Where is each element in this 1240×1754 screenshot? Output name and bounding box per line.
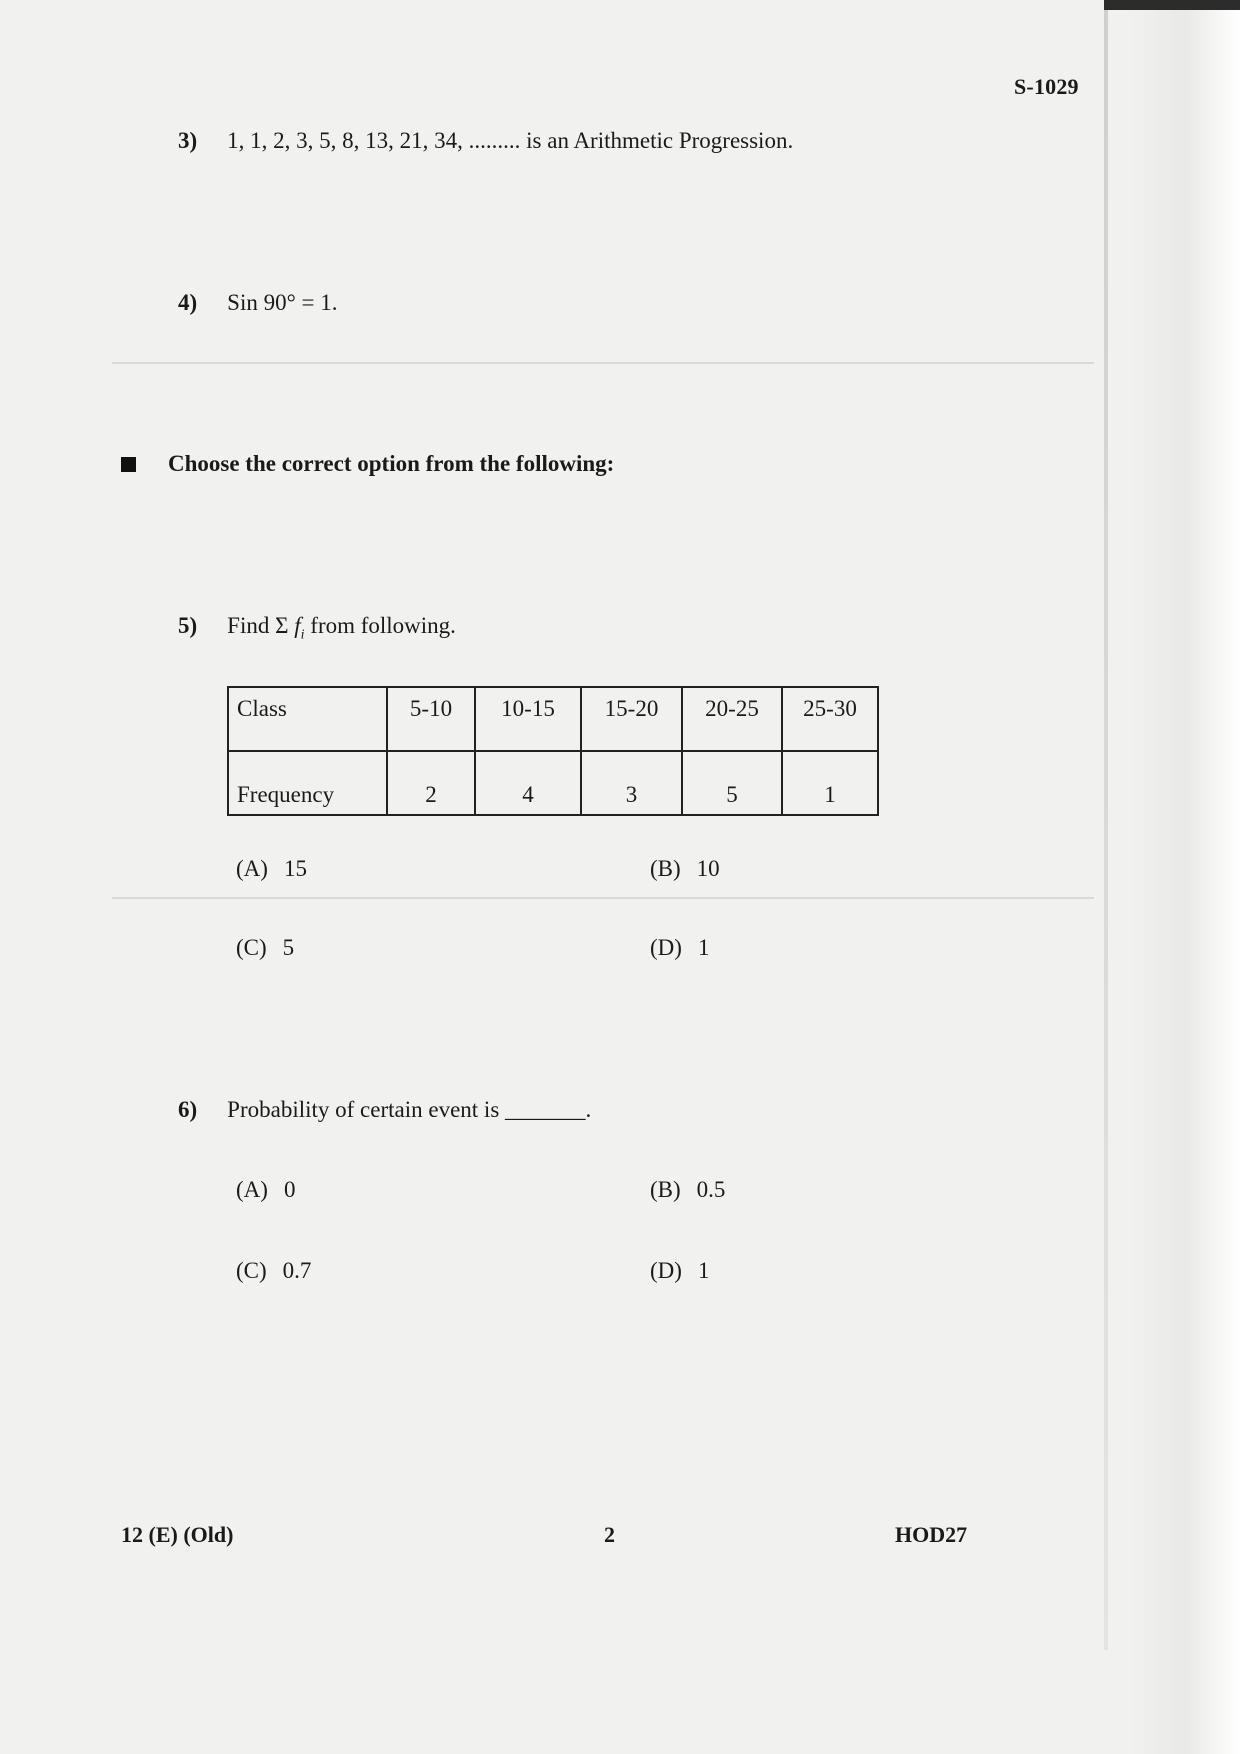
- option-letter: (C): [236, 1258, 267, 1283]
- table-cell: 5-10: [387, 687, 475, 751]
- table-cell: 1: [782, 751, 878, 815]
- table-cell: 2: [387, 751, 475, 815]
- bleed-through-rule: [112, 897, 1094, 899]
- option-letter: (D): [650, 935, 682, 960]
- question-text-part: Find Σ: [227, 613, 295, 638]
- row-label: Frequency: [228, 751, 387, 815]
- option-d[interactable]: [650, 935, 709, 961]
- table-cell: 3: [581, 751, 682, 815]
- table-cell: 10-15: [475, 687, 581, 751]
- table-cell: 20-25: [682, 687, 782, 751]
- footer-subject-code: 12 (E) (Old): [121, 1522, 234, 1547]
- option-value: 1: [697, 935, 710, 960]
- question-3: [178, 128, 793, 154]
- option-letter: (B): [650, 856, 681, 881]
- option-value: 0.5: [696, 1177, 726, 1202]
- question-text: Probability of certain event is _______.: [227, 1097, 592, 1122]
- option-value: 0: [283, 1177, 296, 1202]
- question-number: 3): [178, 128, 198, 153]
- row-label: Class: [228, 687, 387, 751]
- question-6: [178, 1097, 591, 1123]
- section-heading-text: Choose the correct option from the following:: [168, 451, 615, 476]
- table-cell: 5: [682, 751, 782, 815]
- question-number: 5): [178, 613, 198, 638]
- table-row: [228, 751, 878, 815]
- option-value: 0.7: [282, 1258, 312, 1283]
- question-text: [227, 613, 456, 643]
- option-value: 5: [282, 935, 295, 960]
- page-edge-shadow: [1130, 0, 1240, 1754]
- table-cell: 25-30: [782, 687, 878, 751]
- option-value: 1: [697, 1258, 710, 1283]
- math-subscript: i: [300, 627, 305, 643]
- footer-page-number: 2: [604, 1522, 615, 1547]
- option-letter: (B): [650, 1177, 681, 1202]
- option-a[interactable]: [236, 856, 307, 882]
- footer-paper-id: HOD27: [895, 1522, 968, 1547]
- table-row: [228, 687, 878, 751]
- question-text-part: from following.: [304, 613, 456, 638]
- table-cell: 15-20: [581, 687, 682, 751]
- frequency-table: [227, 686, 879, 816]
- option-c[interactable]: [236, 1258, 311, 1284]
- option-b[interactable]: [650, 856, 720, 882]
- bleed-through-rule: [112, 362, 1094, 364]
- paper-code: S-1029: [1014, 74, 1079, 99]
- question-number: 4): [178, 290, 198, 315]
- option-letter: (A): [236, 1177, 268, 1202]
- page-edge-line: [1104, 0, 1108, 1650]
- question-text: 1, 1, 2, 3, 5, 8, 13, 21, 34, ......... is an Arithmetic Progression.: [227, 128, 794, 153]
- section-heading: [121, 451, 614, 477]
- question-text: Sin 90° = 1.: [227, 290, 338, 315]
- corner-mark: [1104, 0, 1240, 10]
- option-value: 15: [283, 856, 307, 881]
- option-d[interactable]: [650, 1258, 709, 1284]
- option-c[interactable]: [236, 935, 294, 961]
- question-4: [178, 290, 338, 316]
- option-b[interactable]: [650, 1177, 725, 1203]
- option-a[interactable]: [236, 1177, 295, 1203]
- table-cell: 4: [475, 751, 581, 815]
- option-letter: (C): [236, 935, 267, 960]
- option-letter: (D): [650, 1258, 682, 1283]
- option-value: 10: [696, 856, 720, 881]
- question-number: 6): [178, 1097, 198, 1122]
- square-bullet-icon: [121, 457, 136, 472]
- math-symbol: f: [294, 613, 301, 638]
- option-letter: (A): [236, 856, 268, 881]
- question-5: [178, 613, 456, 644]
